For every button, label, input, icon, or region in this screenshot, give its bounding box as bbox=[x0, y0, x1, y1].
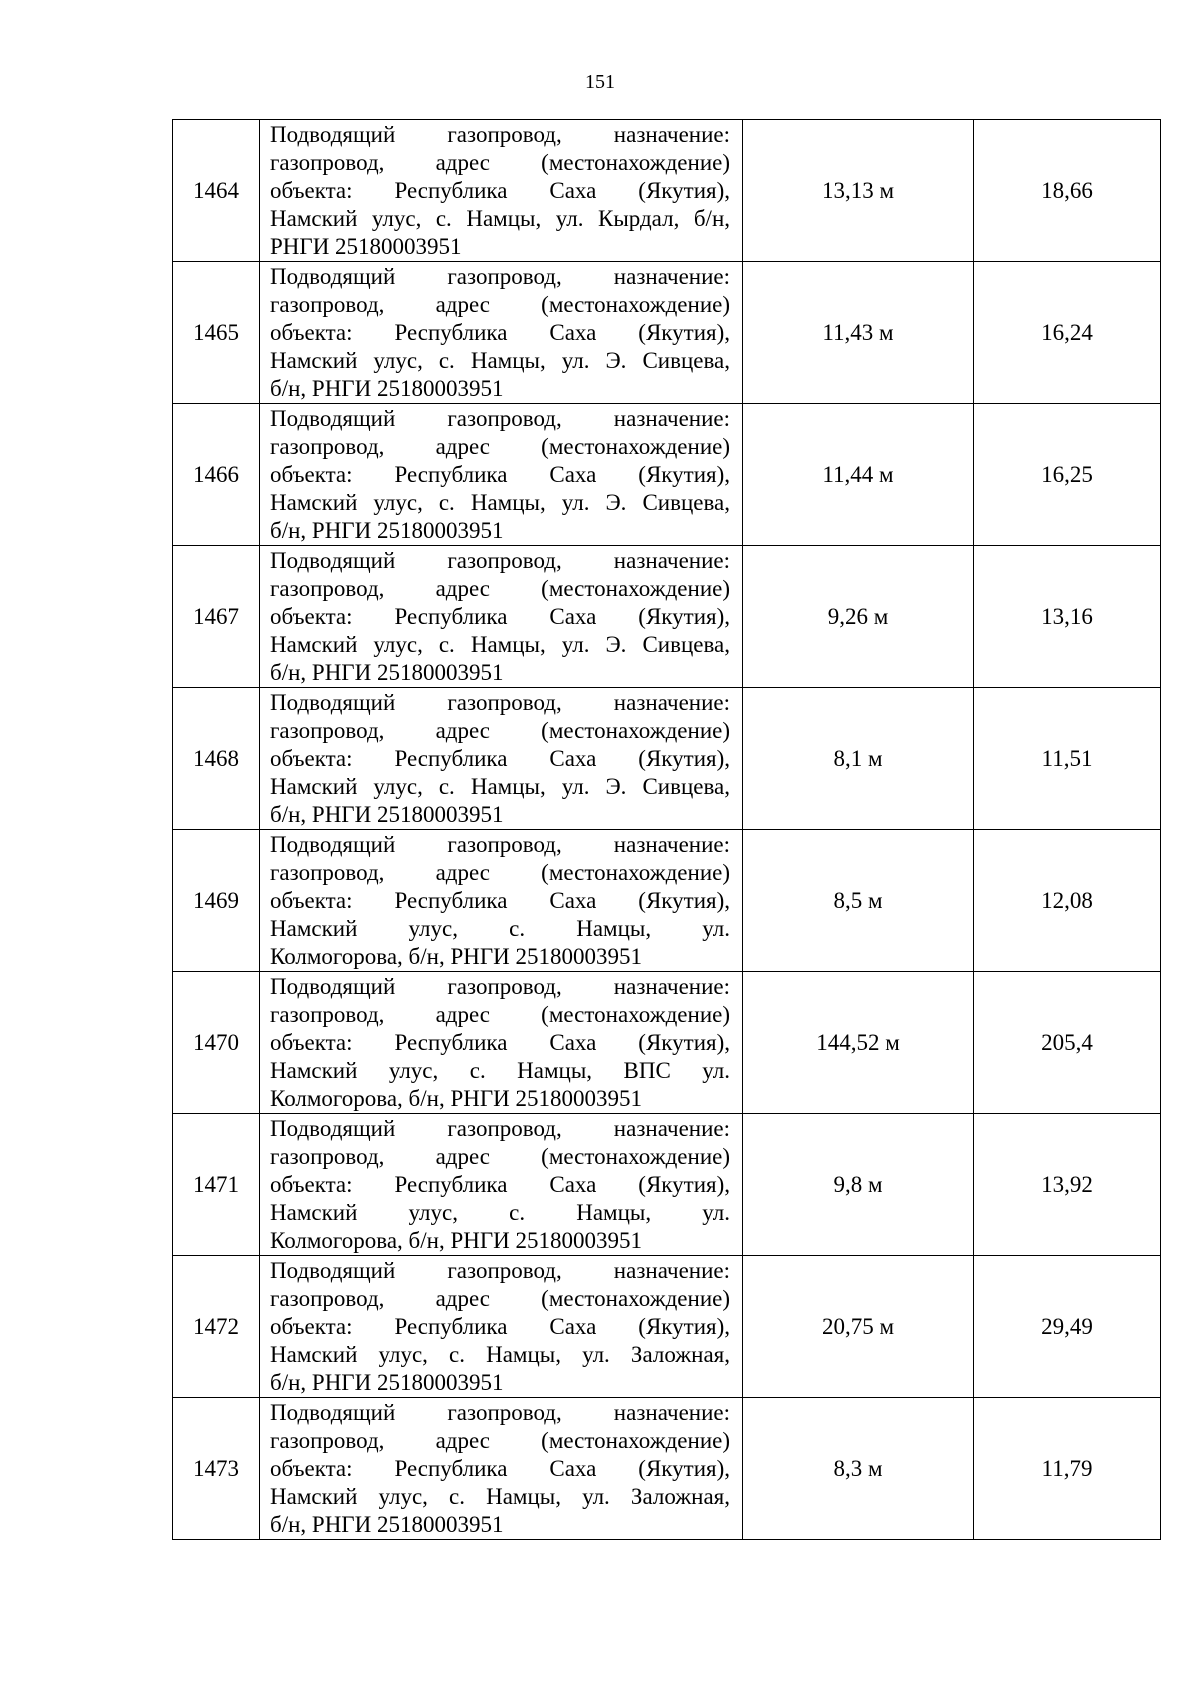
table-row bbox=[173, 1256, 1161, 1398]
row-number-cell: 1465 bbox=[173, 262, 260, 404]
description-line: Колмогорова, б/н, РНГИ 25180003951 bbox=[270, 1228, 643, 1253]
description-line: Подводящий газопровод, назначение: bbox=[270, 1116, 730, 1141]
table-row bbox=[173, 404, 1161, 546]
description-line: объекта: Республика Саха (Якутия), bbox=[270, 1030, 730, 1055]
description-cell bbox=[260, 1398, 743, 1540]
description-cell bbox=[260, 546, 743, 688]
value-cell: 12,08 bbox=[974, 830, 1161, 972]
property-registry-table bbox=[172, 119, 1161, 1540]
description-line: б/н, РНГИ 25180003951 bbox=[270, 1370, 504, 1395]
description-line: Намский улус, с. Намцы, ул. Заложная, bbox=[270, 1342, 730, 1367]
value-cell: 29,49 bbox=[974, 1256, 1161, 1398]
description-line: объекта: Республика Саха (Якутия), bbox=[270, 1172, 730, 1197]
description-line: Намский улус, с. Намцы, ул. Э. Сивцева, bbox=[270, 348, 730, 373]
description-line: объекта: Республика Саха (Якутия), bbox=[270, 178, 730, 203]
description-line: объекта: Республика Саха (Якутия), bbox=[270, 320, 730, 345]
value-cell: 11,79 bbox=[974, 1398, 1161, 1540]
description-cell bbox=[260, 404, 743, 546]
description-line: Подводящий газопровод, назначение: bbox=[270, 264, 730, 289]
description-cell bbox=[260, 120, 743, 262]
description-line: б/н, РНГИ 25180003951 bbox=[270, 660, 504, 685]
description-line: Подводящий газопровод, назначение: bbox=[270, 122, 730, 147]
description-line: газопровод, адрес (местонахождение) bbox=[270, 576, 730, 601]
table-row bbox=[173, 1398, 1161, 1540]
row-number-cell: 1466 bbox=[173, 404, 260, 546]
length-cell: 13,13 м bbox=[743, 120, 974, 262]
table-row bbox=[173, 546, 1161, 688]
row-number-cell: 1464 bbox=[173, 120, 260, 262]
description-line: б/н, РНГИ 25180003951 bbox=[270, 1512, 504, 1537]
length-cell: 144,52 м bbox=[743, 972, 974, 1114]
description-line: Намский улус, с. Намцы, ул. Э. Сивцева, bbox=[270, 774, 730, 799]
value-cell: 13,16 bbox=[974, 546, 1161, 688]
registry-table-body bbox=[173, 120, 1161, 1540]
description-line: Подводящий газопровод, назначение: bbox=[270, 548, 730, 573]
description-line: Подводящий газопровод, назначение: bbox=[270, 406, 730, 431]
description-line: б/н, РНГИ 25180003951 bbox=[270, 376, 504, 401]
value-cell: 11,51 bbox=[974, 688, 1161, 830]
row-number-cell: 1473 bbox=[173, 1398, 260, 1540]
length-cell: 8,5 м bbox=[743, 830, 974, 972]
description-line: газопровод, адрес (местонахождение) bbox=[270, 1286, 730, 1311]
page-number: 151 bbox=[585, 71, 615, 93]
description-line: объекта: Республика Саха (Якутия), bbox=[270, 746, 730, 771]
description-line: Намский улус, с. Намцы, ул. Заложная, bbox=[270, 1484, 730, 1509]
row-number-cell: 1467 bbox=[173, 546, 260, 688]
description-line: Намский улус, с. Намцы, ул. bbox=[270, 1200, 730, 1225]
row-number-cell: 1471 bbox=[173, 1114, 260, 1256]
description-line: Подводящий газопровод, назначение: bbox=[270, 1258, 730, 1283]
value-cell: 205,4 bbox=[974, 972, 1161, 1114]
description-line: газопровод, адрес (местонахождение) bbox=[270, 1428, 730, 1453]
description-line: Намский улус, с. Намцы, ул. Э. Сивцева, bbox=[270, 490, 730, 515]
table-row bbox=[173, 1114, 1161, 1256]
description-cell bbox=[260, 830, 743, 972]
description-line: РНГИ 25180003951 bbox=[270, 234, 462, 259]
description-line: объекта: Республика Саха (Якутия), bbox=[270, 1456, 730, 1481]
description-line: газопровод, адрес (местонахождение) bbox=[270, 150, 730, 175]
description-line: Намский улус, с. Намцы, ул. Кырдал, б/н, bbox=[270, 206, 730, 231]
description-cell bbox=[260, 688, 743, 830]
description-line: объекта: Республика Саха (Якутия), bbox=[270, 462, 730, 487]
length-cell: 20,75 м bbox=[743, 1256, 974, 1398]
value-cell: 16,24 bbox=[974, 262, 1161, 404]
length-cell: 9,26 м bbox=[743, 546, 974, 688]
description-line: объекта: Республика Саха (Якутия), bbox=[270, 604, 730, 629]
description-line: Намский улус, с. Намцы, ул. Э. Сивцева, bbox=[270, 632, 730, 657]
length-cell: 9,8 м bbox=[743, 1114, 974, 1256]
description-line: б/н, РНГИ 25180003951 bbox=[270, 518, 504, 543]
description-line: газопровод, адрес (местонахождение) bbox=[270, 292, 730, 317]
description-cell bbox=[260, 1256, 743, 1398]
description-line: б/н, РНГИ 25180003951 bbox=[270, 802, 504, 827]
description-line: газопровод, адрес (местонахождение) bbox=[270, 860, 730, 885]
table-row bbox=[173, 972, 1161, 1114]
table-row bbox=[173, 688, 1161, 830]
table-row bbox=[173, 120, 1161, 262]
row-number-cell: 1469 bbox=[173, 830, 260, 972]
value-cell: 13,92 bbox=[974, 1114, 1161, 1256]
description-line: газопровод, адрес (местонахождение) bbox=[270, 434, 730, 459]
description-line: Подводящий газопровод, назначение: bbox=[270, 1400, 730, 1425]
row-number-cell: 1468 bbox=[173, 688, 260, 830]
row-number-cell: 1472 bbox=[173, 1256, 260, 1398]
length-cell: 11,43 м bbox=[743, 262, 974, 404]
description-line: Колмогорова, б/н, РНГИ 25180003951 bbox=[270, 944, 643, 969]
description-line: Подводящий газопровод, назначение: bbox=[270, 974, 730, 999]
table-row bbox=[173, 830, 1161, 972]
description-cell bbox=[260, 1114, 743, 1256]
row-number-cell: 1470 bbox=[173, 972, 260, 1114]
description-line: Подводящий газопровод, назначение: bbox=[270, 690, 730, 715]
description-line: Намский улус, с. Намцы, ул. bbox=[270, 916, 730, 941]
description-line: объекта: Республика Саха (Якутия), bbox=[270, 888, 730, 913]
description-line: Подводящий газопровод, назначение: bbox=[270, 832, 730, 857]
description-cell bbox=[260, 972, 743, 1114]
length-cell: 8,1 м bbox=[743, 688, 974, 830]
length-cell: 11,44 м bbox=[743, 404, 974, 546]
description-line: газопровод, адрес (местонахождение) bbox=[270, 1144, 730, 1169]
description-line: Намский улус, с. Намцы, ВПС ул. bbox=[270, 1058, 730, 1083]
value-cell: 18,66 bbox=[974, 120, 1161, 262]
length-cell: 8,3 м bbox=[743, 1398, 974, 1540]
table-row bbox=[173, 262, 1161, 404]
description-line: Колмогорова, б/н, РНГИ 25180003951 bbox=[270, 1086, 643, 1111]
description-cell bbox=[260, 262, 743, 404]
value-cell: 16,25 bbox=[974, 404, 1161, 546]
description-line: объекта: Республика Саха (Якутия), bbox=[270, 1314, 730, 1339]
description-line: газопровод, адрес (местонахождение) bbox=[270, 718, 730, 743]
description-line: газопровод, адрес (местонахождение) bbox=[270, 1002, 730, 1027]
